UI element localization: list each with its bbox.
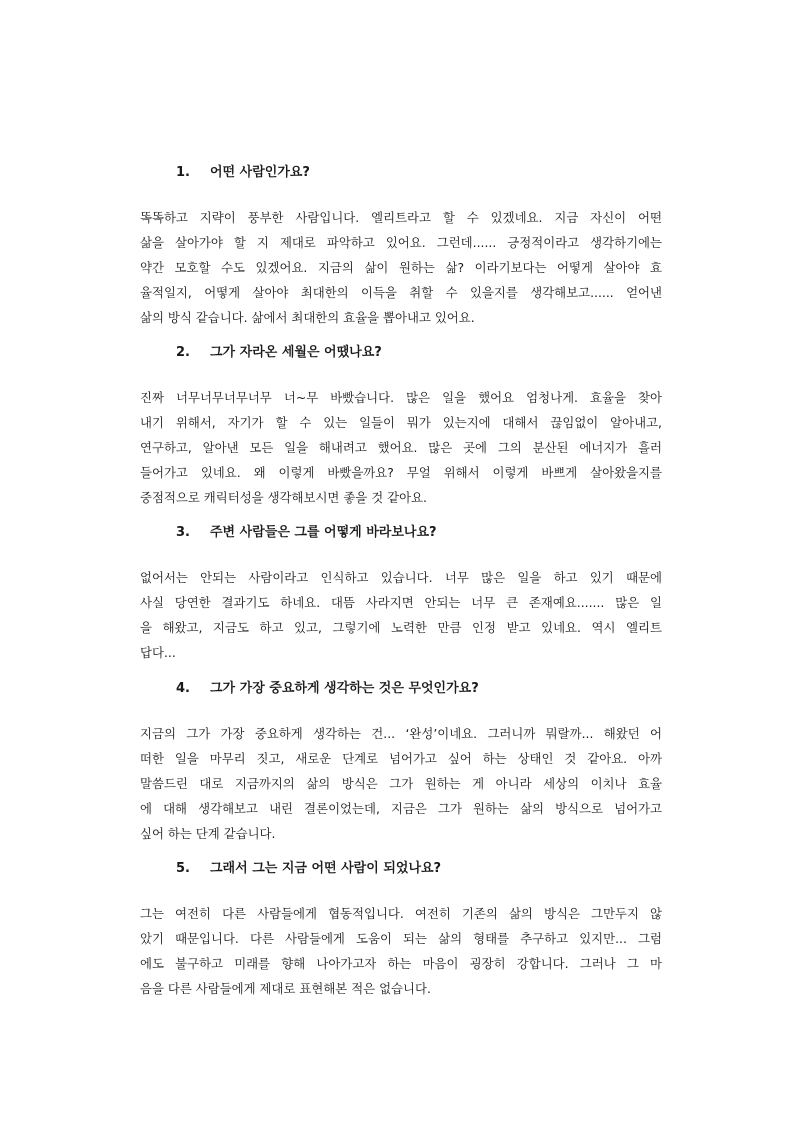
body-line: 율적일지, 어떻게 살아야 최대한의 이득을 취할 수 있을지를 생각해보고...... 얻어낸: [140, 285, 662, 300]
section-heading: [140, 678, 662, 700]
section-number: 3.: [176, 525, 190, 540]
section-title: 어떤 사람인가요?: [210, 165, 310, 180]
section-heading: [140, 342, 662, 364]
section-body: [140, 385, 662, 510]
section-body: [140, 565, 662, 665]
section-body: [140, 901, 662, 1001]
section-title: 그래서 그는 지금 어떤 사람이 되었나요?: [210, 861, 442, 876]
body-line: 들어가고 있네요. 왜 이렇게 바빴을까요? 무얼 위해서 이렇게 바쁘게 살아왔을지를: [140, 465, 662, 480]
section-body: [140, 205, 662, 330]
body-line: 중점적으로 캐릭터성을 생각해보시면 좋을 것 같아요.: [140, 490, 427, 505]
body-line: 음을 다른 사람들에게 제대로 표현해본 적은 없습니다.: [140, 981, 431, 996]
section-heading: [140, 858, 662, 880]
body-line: 을 해왔고, 지금도 하고 있고, 그렇기에 노력한 만큼 인정 받고 있네요. 역시 엘리트: [140, 620, 662, 635]
section-1: [140, 162, 662, 330]
section-2: [140, 342, 662, 510]
body-line: 삶을 살아가야 할 지 제대로 파악하고 있어요. 그런데...... 긍정적이라고 생각하기에는: [140, 235, 662, 250]
body-line: 싶어 하는 단계 같습니다.: [140, 826, 276, 841]
section-4: [140, 678, 662, 846]
body-line: 에도 불구하고 미래를 향해 나아가고자 하는 마음이 굉장히 강합니다. 그러나 그 마: [140, 956, 662, 971]
section-5: [140, 858, 662, 1001]
section-heading: [140, 522, 662, 544]
body-line: 약간 모호할 수도 있겠어요. 지금의 삶이 원하는 삶? 이라기보다는 어떻게 살아야 효: [140, 260, 662, 275]
body-line: 에 대해 생각해보고 내린 결론이었는데, 지금은 그가 원하는 삶의 방식으로 넘어가고: [140, 801, 662, 816]
body-line: 그는 여전히 다른 사람들에게 협동적입니다. 여전히 기존의 삶의 방식은 그만두지 않: [140, 906, 662, 921]
body-line: 았기 때문입니다. 다른 사람들에게 도움이 되는 삶의 형태를 추구하고 있지만... 그럼: [140, 931, 662, 946]
section-title: 그가 가장 중요하게 생각하는 것은 무엇인가요?: [210, 681, 479, 696]
body-line: 지금의 그가 가장 중요하게 생각하는 건... ‘완성’이네요. 그러니까 뭐랄까... 해왔던 어: [140, 726, 662, 741]
body-line: 떠한 일을 마무리 짓고, 새로운 단계로 넘어가고 싶어 하는 상태인 것 같아요. 아까: [140, 751, 662, 766]
body-line: 답다...: [140, 645, 176, 660]
section-3: [140, 522, 662, 665]
section-number: 2.: [176, 345, 190, 360]
section-number: 4.: [176, 681, 190, 696]
body-line: 진짜 너무너무너무너무 너~무 바빴습니다. 많은 일을 했어요 엄청나게. 효율을 찾아: [140, 390, 662, 405]
body-line: 연구하고, 알아낸 모든 일을 해내려고 했어요. 많은 곳에 그의 분산된 에너지가 흘러: [140, 440, 662, 455]
body-line: 똑똑하고 지략이 풍부한 사람입니다. 엘리트라고 할 수 있겠네요. 지금 자신이 어떤: [140, 210, 662, 225]
section-number: 5.: [176, 861, 190, 876]
section-number: 1.: [176, 165, 190, 180]
section-body: [140, 721, 662, 846]
body-line: 사실 당연한 결과기도 하네요. 대뜸 사라지면 안되는 너무 큰 존재예요....... 많은 일: [140, 595, 662, 610]
section-title: 그가 자라온 세월은 어땠나요?: [210, 345, 382, 360]
body-line: 말씀드린 대로 지금까지의 삶의 방식은 그가 원하는 게 아니라 세상의 이치나 효율: [140, 776, 662, 791]
body-line: 삶의 방식 같습니다. 삶에서 최대한의 효율을 뽑아내고 있어요.: [140, 310, 475, 325]
body-line: 없어서는 안되는 사람이라고 인식하고 있습니다. 너무 많은 일을 하고 있기 때문에: [140, 570, 662, 585]
section-title: 주변 사람들은 그를 어떻게 바라보나요?: [210, 525, 437, 540]
section-heading: [140, 162, 662, 184]
body-line: 내기 위해서, 자기가 할 수 있는 일들이 뭐가 있는지에 대해서 끊임없이 알아내고,: [140, 415, 662, 430]
